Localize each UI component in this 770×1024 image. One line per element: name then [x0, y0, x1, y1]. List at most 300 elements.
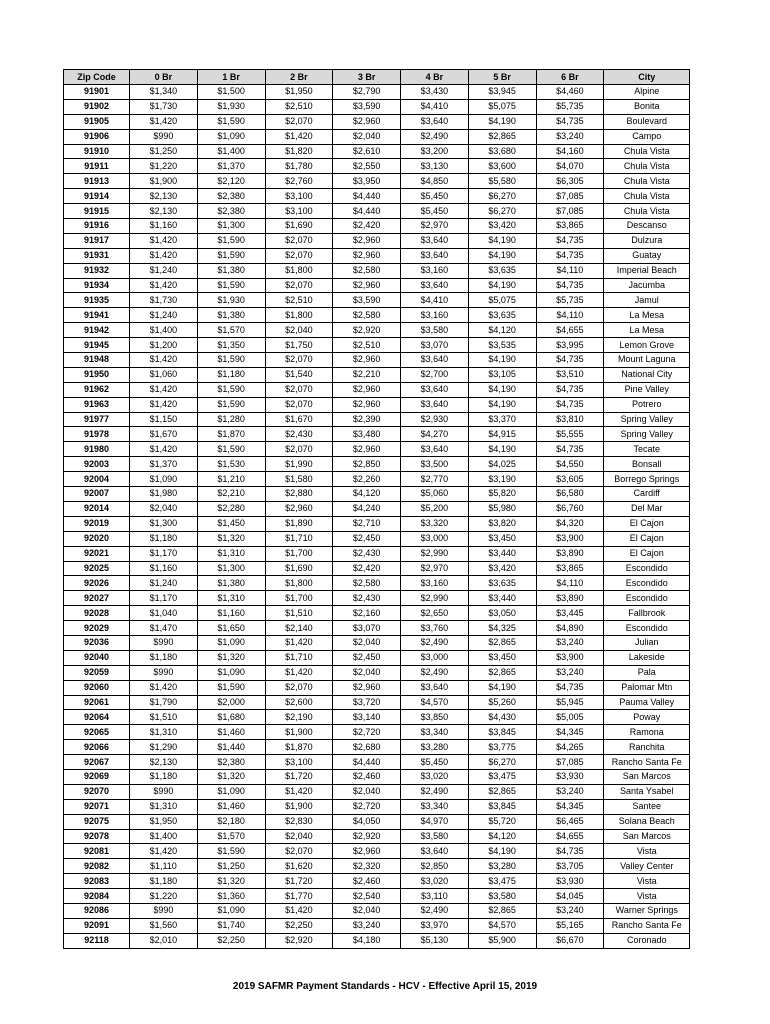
- br2-cell: $1,800: [265, 263, 333, 278]
- br1-cell: $1,320: [197, 769, 265, 784]
- br6-cell: $5,945: [536, 695, 604, 710]
- br3-cell: $4,180: [333, 933, 401, 948]
- table-row: [64, 472, 690, 487]
- zip-code-cell: 92082: [64, 859, 130, 874]
- br0-cell: $1,730: [130, 293, 198, 308]
- br4-cell: $3,340: [401, 725, 469, 740]
- br6-cell: $4,890: [536, 621, 604, 636]
- br2-cell: $1,780: [265, 159, 333, 174]
- br5-cell: $3,945: [468, 85, 536, 100]
- br1-cell: $2,380: [197, 204, 265, 219]
- br0-cell: $1,980: [130, 487, 198, 502]
- city-cell: Potrero: [604, 397, 690, 412]
- br3-cell: $2,920: [333, 323, 401, 338]
- br5-cell: $3,420: [468, 561, 536, 576]
- br3-cell: $2,040: [333, 665, 401, 680]
- br6-cell: $3,930: [536, 874, 604, 889]
- br4-cell: $3,280: [401, 740, 469, 755]
- br1-cell: $1,300: [197, 219, 265, 234]
- br0-cell: $2,130: [130, 204, 198, 219]
- br5-cell: $4,190: [468, 397, 536, 412]
- br0-cell: $1,150: [130, 412, 198, 427]
- city-cell: La Mesa: [604, 308, 690, 323]
- br5-cell: $3,450: [468, 531, 536, 546]
- br2-cell: $3,100: [265, 189, 333, 204]
- br5-cell: $3,475: [468, 874, 536, 889]
- br4-cell: $4,970: [401, 814, 469, 829]
- br3-cell: $2,210: [333, 367, 401, 382]
- br0-cell: $1,730: [130, 99, 198, 114]
- br5-cell: $5,820: [468, 487, 536, 502]
- br6-cell: $3,240: [536, 129, 604, 144]
- table-row: [64, 99, 690, 114]
- br3-cell: $2,260: [333, 472, 401, 487]
- br5-cell: $4,190: [468, 353, 536, 368]
- br6-cell: $4,735: [536, 353, 604, 368]
- br2-cell: $1,750: [265, 338, 333, 353]
- br5-cell: $3,440: [468, 591, 536, 606]
- city-cell: Fallbrook: [604, 606, 690, 621]
- br5-cell: $5,720: [468, 814, 536, 829]
- table-row: [64, 903, 690, 918]
- table-row: [64, 219, 690, 234]
- br3-cell: $2,040: [333, 635, 401, 650]
- zip-code-cell: 91913: [64, 174, 130, 189]
- table-row: [64, 263, 690, 278]
- city-cell: Borrego Springs: [604, 472, 690, 487]
- br2-cell: $2,880: [265, 487, 333, 502]
- br6-cell: $3,995: [536, 338, 604, 353]
- br5-cell: $6,270: [468, 204, 536, 219]
- zip-code-cell: 91901: [64, 85, 130, 100]
- br5-cell: $4,190: [468, 233, 536, 248]
- table-row: [64, 338, 690, 353]
- city-cell: National City: [604, 367, 690, 382]
- br6-cell: $4,045: [536, 889, 604, 904]
- br3-cell: $3,140: [333, 710, 401, 725]
- br6-cell: $3,890: [536, 591, 604, 606]
- br2-cell: $2,960: [265, 501, 333, 516]
- br6-cell: $3,240: [536, 784, 604, 799]
- br1-cell: $1,210: [197, 472, 265, 487]
- br5-cell: $4,190: [468, 442, 536, 457]
- br2-cell: $2,070: [265, 397, 333, 412]
- br1-cell: $1,320: [197, 874, 265, 889]
- city-cell: Alpine: [604, 85, 690, 100]
- br2-cell: $1,420: [265, 784, 333, 799]
- table-row: [64, 278, 690, 293]
- zip-code-cell: 92004: [64, 472, 130, 487]
- br0-cell: $1,510: [130, 710, 198, 725]
- br4-cell: $3,760: [401, 621, 469, 636]
- city-cell: El Cajon: [604, 546, 690, 561]
- br1-cell: $1,400: [197, 144, 265, 159]
- city-cell: Escondido: [604, 591, 690, 606]
- br4-cell: $3,430: [401, 85, 469, 100]
- br0-cell: $1,420: [130, 248, 198, 263]
- br3-cell: $2,790: [333, 85, 401, 100]
- city-cell: Jacumba: [604, 278, 690, 293]
- br0-cell: $1,470: [130, 621, 198, 636]
- br2-cell: $2,830: [265, 814, 333, 829]
- br2-cell: $2,070: [265, 114, 333, 129]
- br1-cell: $2,000: [197, 695, 265, 710]
- br5-cell: $4,190: [468, 248, 536, 263]
- br1-cell: $1,090: [197, 635, 265, 650]
- table-row: [64, 248, 690, 263]
- table-header-row: [64, 70, 690, 85]
- br2-cell: $2,040: [265, 323, 333, 338]
- br6-cell: $4,735: [536, 844, 604, 859]
- br1-cell: $2,120: [197, 174, 265, 189]
- br1-cell: $1,530: [197, 457, 265, 472]
- br2-cell: $1,800: [265, 576, 333, 591]
- br4-cell: $2,490: [401, 665, 469, 680]
- zip-code-cell: 91935: [64, 293, 130, 308]
- br2-cell: $1,510: [265, 606, 333, 621]
- table-row: [64, 129, 690, 144]
- br3-cell: $2,420: [333, 219, 401, 234]
- city-cell: Ranchita: [604, 740, 690, 755]
- br1-cell: $2,280: [197, 501, 265, 516]
- table-row: [64, 85, 690, 100]
- zip-code-cell: 92027: [64, 591, 130, 606]
- zip-code-cell: 92003: [64, 457, 130, 472]
- br1-cell: $1,740: [197, 918, 265, 933]
- city-cell: Dulzura: [604, 233, 690, 248]
- br4-cell: $5,450: [401, 204, 469, 219]
- br5-cell: $2,865: [468, 903, 536, 918]
- br6-cell: $7,085: [536, 189, 604, 204]
- br1-cell: $1,310: [197, 546, 265, 561]
- br3-cell: $2,580: [333, 263, 401, 278]
- br2-cell: $1,720: [265, 874, 333, 889]
- table-row: [64, 769, 690, 784]
- br0-cell: $1,790: [130, 695, 198, 710]
- br1-cell: $2,380: [197, 755, 265, 770]
- table-row: [64, 680, 690, 695]
- zip-code-header: Zip Code: [64, 70, 130, 85]
- br4-cell: $3,580: [401, 829, 469, 844]
- table-row: [64, 308, 690, 323]
- city-cell: Boulevard: [604, 114, 690, 129]
- zip-code-cell: 91911: [64, 159, 130, 174]
- br3-cell: $4,120: [333, 487, 401, 502]
- br1-cell: $2,380: [197, 189, 265, 204]
- table-row: [64, 918, 690, 933]
- zip-code-cell: 92059: [64, 665, 130, 680]
- br4-header: 4 Br: [401, 70, 469, 85]
- city-cell: Santa Ysabel: [604, 784, 690, 799]
- br3-cell: $2,450: [333, 531, 401, 546]
- br0-cell: $990: [130, 665, 198, 680]
- br1-cell: $1,090: [197, 784, 265, 799]
- city-cell: Campo: [604, 129, 690, 144]
- br5-cell: $5,075: [468, 293, 536, 308]
- br0-cell: $1,180: [130, 531, 198, 546]
- br0-cell: $2,040: [130, 501, 198, 516]
- br1-cell: $1,380: [197, 576, 265, 591]
- br2-cell: $2,760: [265, 174, 333, 189]
- br6-cell: $3,930: [536, 769, 604, 784]
- br0-cell: $1,250: [130, 144, 198, 159]
- br1-cell: $1,500: [197, 85, 265, 100]
- city-cell: Chula Vista: [604, 144, 690, 159]
- br2-cell: $1,700: [265, 546, 333, 561]
- zip-code-cell: 91932: [64, 263, 130, 278]
- br2-cell: $1,990: [265, 457, 333, 472]
- br1-cell: $1,370: [197, 159, 265, 174]
- br2-cell: $1,950: [265, 85, 333, 100]
- city-cell: Palomar Mtn: [604, 680, 690, 695]
- city-cell: Valley Center: [604, 859, 690, 874]
- br6-cell: $5,735: [536, 293, 604, 308]
- br0-cell: $1,160: [130, 219, 198, 234]
- br4-cell: $3,200: [401, 144, 469, 159]
- br6-cell: $4,655: [536, 323, 604, 338]
- table-row: [64, 382, 690, 397]
- br1-cell: $1,320: [197, 650, 265, 665]
- br6-cell: $4,160: [536, 144, 604, 159]
- br1-cell: $1,350: [197, 338, 265, 353]
- br4-cell: $4,850: [401, 174, 469, 189]
- br5-cell: $4,120: [468, 829, 536, 844]
- br5-cell: $3,370: [468, 412, 536, 427]
- br3-cell: $2,040: [333, 129, 401, 144]
- br4-cell: $2,850: [401, 859, 469, 874]
- br5-cell: $4,120: [468, 323, 536, 338]
- br3-cell: $2,430: [333, 591, 401, 606]
- br0-cell: $990: [130, 129, 198, 144]
- br4-cell: $2,990: [401, 546, 469, 561]
- br0-cell: $990: [130, 903, 198, 918]
- br5-cell: $4,570: [468, 918, 536, 933]
- table-row: [64, 859, 690, 874]
- city-cell: Cardiff: [604, 487, 690, 502]
- zip-code-cell: 91934: [64, 278, 130, 293]
- br0-cell: $1,160: [130, 561, 198, 576]
- city-cell: Tecate: [604, 442, 690, 457]
- br0-cell: $1,950: [130, 814, 198, 829]
- br3-cell: $3,950: [333, 174, 401, 189]
- br4-cell: $2,490: [401, 784, 469, 799]
- br6-cell: $3,240: [536, 665, 604, 680]
- br0-cell: $1,110: [130, 859, 198, 874]
- br4-cell: $3,640: [401, 233, 469, 248]
- br5-cell: $4,190: [468, 114, 536, 129]
- city-cell: Del Mar: [604, 501, 690, 516]
- zip-code-cell: 92040: [64, 650, 130, 665]
- br2-cell: $3,100: [265, 204, 333, 219]
- br2-cell: $2,070: [265, 680, 333, 695]
- br3-cell: $2,450: [333, 650, 401, 665]
- br3-cell: $3,720: [333, 695, 401, 710]
- table-row: [64, 799, 690, 814]
- br6-cell: $3,810: [536, 412, 604, 427]
- br3-cell: $2,160: [333, 606, 401, 621]
- br2-cell: $1,900: [265, 725, 333, 740]
- page-footer: 2019 SAFMR Payment Standards - HCV - Effective April 15, 2019: [232, 981, 538, 992]
- table-row: [64, 635, 690, 650]
- br1-cell: $1,160: [197, 606, 265, 621]
- br6-cell: $5,735: [536, 99, 604, 114]
- zip-code-cell: 91931: [64, 248, 130, 263]
- br1-cell: $1,590: [197, 278, 265, 293]
- br3-cell: $4,240: [333, 501, 401, 516]
- city-cell: El Cajon: [604, 516, 690, 531]
- br0-cell: $1,220: [130, 159, 198, 174]
- city-cell: Rancho Santa Fe: [604, 918, 690, 933]
- br0-cell: $1,420: [130, 442, 198, 457]
- br3-cell: $2,680: [333, 740, 401, 755]
- city-cell: Warner Springs: [604, 903, 690, 918]
- br3-cell: $2,960: [333, 248, 401, 263]
- city-cell: Rancho Santa Fe: [604, 755, 690, 770]
- br5-cell: $3,580: [468, 889, 536, 904]
- table-row: [64, 501, 690, 516]
- city-cell: Spring Valley: [604, 427, 690, 442]
- br6-cell: $4,735: [536, 114, 604, 129]
- br6-cell: $3,240: [536, 635, 604, 650]
- br4-cell: $4,410: [401, 99, 469, 114]
- br6-cell: $3,900: [536, 650, 604, 665]
- table-row: [64, 784, 690, 799]
- br4-cell: $2,490: [401, 635, 469, 650]
- br0-cell: $1,900: [130, 174, 198, 189]
- city-header: City: [604, 70, 690, 85]
- br0-cell: $1,200: [130, 338, 198, 353]
- table-row: [64, 844, 690, 859]
- city-cell: Pine Valley: [604, 382, 690, 397]
- zip-code-cell: 92086: [64, 903, 130, 918]
- br1-cell: $1,450: [197, 516, 265, 531]
- br2-cell: $1,700: [265, 591, 333, 606]
- table-row: [64, 650, 690, 665]
- br1-cell: $1,460: [197, 799, 265, 814]
- br2-cell: $2,070: [265, 382, 333, 397]
- br0-cell: $1,240: [130, 308, 198, 323]
- br6-cell: $4,550: [536, 457, 604, 472]
- br3-cell: $4,440: [333, 755, 401, 770]
- zip-code-cell: 91916: [64, 219, 130, 234]
- br5-cell: $2,865: [468, 635, 536, 650]
- br2-cell: $2,070: [265, 442, 333, 457]
- br5-cell: $2,865: [468, 784, 536, 799]
- br6-cell: $3,445: [536, 606, 604, 621]
- city-cell: Ramona: [604, 725, 690, 740]
- br3-cell: $2,960: [333, 114, 401, 129]
- br2-cell: $1,870: [265, 740, 333, 755]
- br0-cell: $1,290: [130, 740, 198, 755]
- br3-cell: $3,480: [333, 427, 401, 442]
- br6-cell: $4,345: [536, 799, 604, 814]
- payment-standards-sheet: [63, 69, 687, 949]
- br0-cell: $2,130: [130, 189, 198, 204]
- br4-cell: $4,410: [401, 293, 469, 308]
- br1-cell: $1,930: [197, 99, 265, 114]
- table-row: [64, 933, 690, 948]
- br5-cell: $4,025: [468, 457, 536, 472]
- table-row: [64, 323, 690, 338]
- table-row: [64, 874, 690, 889]
- br4-cell: $5,130: [401, 933, 469, 948]
- br5-cell: $3,105: [468, 367, 536, 382]
- br1-cell: $1,250: [197, 859, 265, 874]
- zip-code-cell: 92036: [64, 635, 130, 650]
- br2-cell: $2,510: [265, 293, 333, 308]
- table-row: [64, 397, 690, 412]
- br3-cell: $2,550: [333, 159, 401, 174]
- br5-cell: $3,440: [468, 546, 536, 561]
- br2-cell: $1,420: [265, 129, 333, 144]
- br0-cell: $1,180: [130, 874, 198, 889]
- zip-code-cell: 91963: [64, 397, 130, 412]
- br2-cell: $1,540: [265, 367, 333, 382]
- br4-cell: $5,450: [401, 755, 469, 770]
- table-row: [64, 189, 690, 204]
- br6-cell: $4,070: [536, 159, 604, 174]
- br1-cell: $1,380: [197, 263, 265, 278]
- br4-cell: $3,640: [401, 844, 469, 859]
- br0-cell: $1,420: [130, 114, 198, 129]
- city-cell: Jamul: [604, 293, 690, 308]
- city-cell: Escondido: [604, 561, 690, 576]
- br4-cell: $2,650: [401, 606, 469, 621]
- br6-header: 6 Br: [536, 70, 604, 85]
- br2-cell: $1,690: [265, 561, 333, 576]
- br1-cell: $1,590: [197, 397, 265, 412]
- br5-cell: $3,775: [468, 740, 536, 755]
- zip-code-cell: 91941: [64, 308, 130, 323]
- br3-cell: $2,920: [333, 829, 401, 844]
- br4-cell: $3,640: [401, 382, 469, 397]
- br6-cell: $4,735: [536, 278, 604, 293]
- table-row: [64, 159, 690, 174]
- br3-cell: $2,960: [333, 680, 401, 695]
- br2-cell: $1,670: [265, 412, 333, 427]
- br6-cell: $4,735: [536, 442, 604, 457]
- br4-cell: $3,160: [401, 576, 469, 591]
- br0-cell: $1,040: [130, 606, 198, 621]
- br1-cell: $1,590: [197, 442, 265, 457]
- table-body: [64, 85, 690, 949]
- br0-cell: $1,090: [130, 472, 198, 487]
- br6-cell: $3,900: [536, 531, 604, 546]
- br1-cell: $1,570: [197, 323, 265, 338]
- br0-cell: $1,310: [130, 799, 198, 814]
- br2-cell: $1,710: [265, 531, 333, 546]
- br2-cell: $3,100: [265, 755, 333, 770]
- br3-cell: $2,720: [333, 799, 401, 814]
- br4-cell: $3,070: [401, 338, 469, 353]
- table-row: [64, 144, 690, 159]
- br4-cell: $2,990: [401, 591, 469, 606]
- city-cell: Chula Vista: [604, 174, 690, 189]
- br0-cell: $1,370: [130, 457, 198, 472]
- br0-cell: $1,300: [130, 516, 198, 531]
- table-row: [64, 427, 690, 442]
- br4-cell: $3,110: [401, 889, 469, 904]
- br0-cell: $1,340: [130, 85, 198, 100]
- br0-cell: $1,400: [130, 323, 198, 338]
- br2-cell: $2,190: [265, 710, 333, 725]
- br6-cell: $4,345: [536, 725, 604, 740]
- br1-cell: $1,310: [197, 591, 265, 606]
- br3-cell: $2,460: [333, 874, 401, 889]
- br2-cell: $2,510: [265, 99, 333, 114]
- br4-cell: $3,640: [401, 353, 469, 368]
- br1-cell: $1,590: [197, 382, 265, 397]
